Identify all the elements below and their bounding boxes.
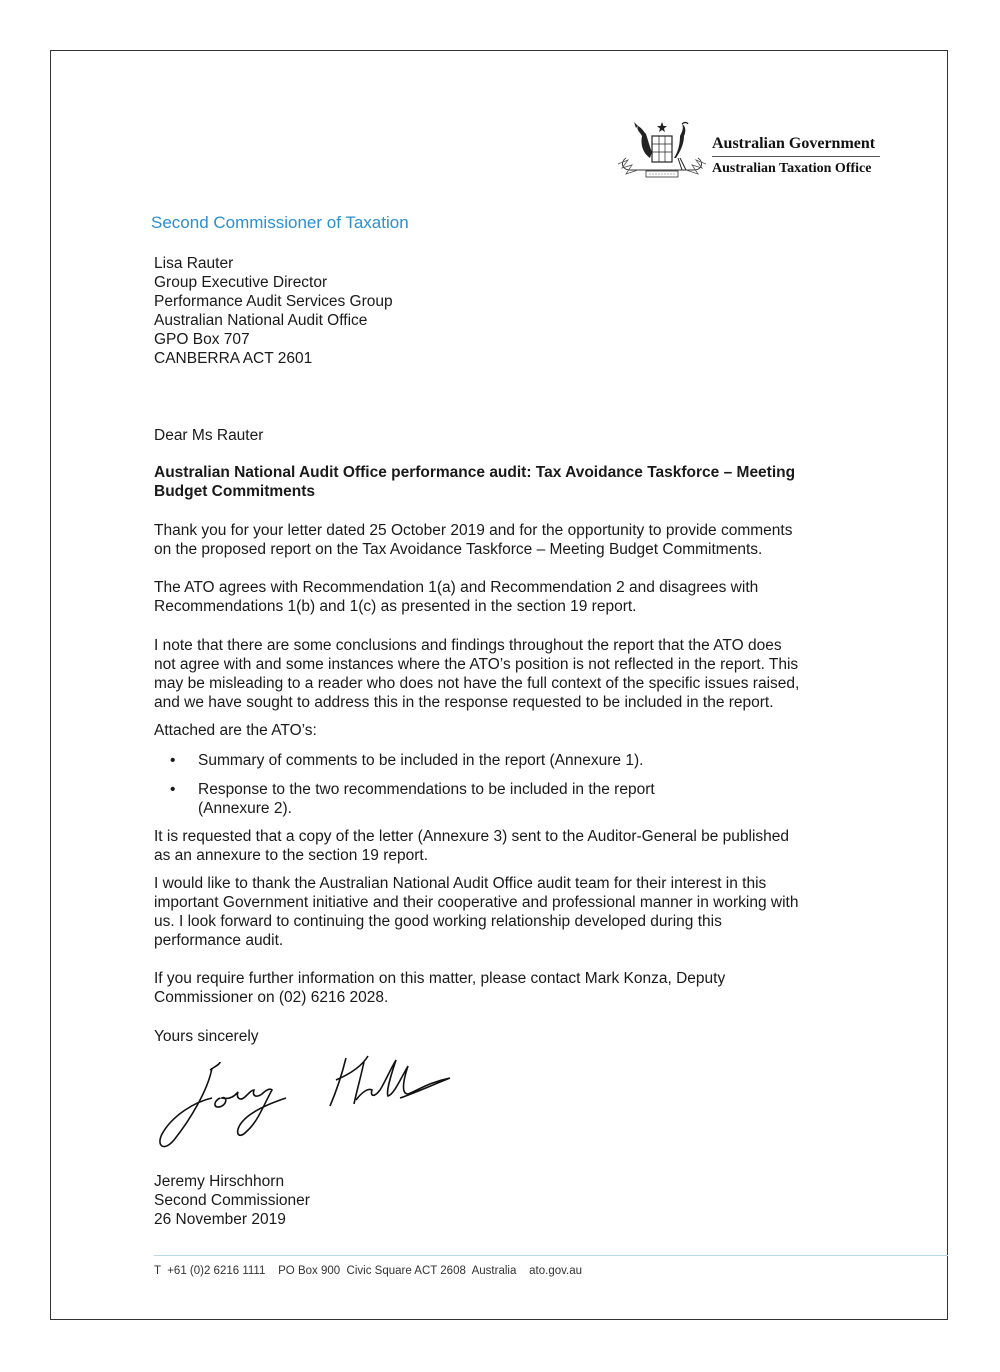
signatory-block	[154, 1172, 310, 1229]
text-line: I would like to thank the Australian National Audit Office audit team for their interest in this	[154, 875, 767, 892]
text-line: on the proposed report on the Tax Avoidance Taskforce – Meeting Budget Commitments.	[154, 541, 763, 558]
text-line: It is requested that a copy of the letter (Annexure 3) sent to the Auditor-General be published	[154, 828, 790, 845]
subject-line-1: Australian National Audit Office performance audit: Tax Avoidance Taskforce – Meeting	[154, 464, 796, 481]
bullet-icon: •	[170, 781, 176, 798]
subject-line	[154, 463, 795, 501]
paragraph-7	[154, 969, 725, 1007]
bullet-item-2	[198, 780, 655, 818]
text-line: Commissioner on (02) 6216 2028.	[154, 989, 389, 1006]
text-line: may be misleading to a reader who does not have the full context of the specific issues raised,	[154, 675, 800, 692]
address-line: GPO Box 707	[154, 331, 250, 348]
text-line: Summary of comments to be included in the report (Annexure 1).	[198, 752, 644, 769]
text-line: as an annexure to the section 19 report.	[154, 847, 429, 864]
paragraph-1	[154, 521, 792, 559]
wordmark-divider	[712, 156, 880, 157]
paragraph-3	[154, 636, 799, 712]
subject-line-2: Budget Commitments	[154, 483, 316, 500]
text-line: (Annexure 2).	[198, 800, 292, 817]
address-line: Lisa Rauter	[154, 255, 234, 272]
signatory-title: Second Commissioner	[154, 1192, 310, 1209]
footer-contact: T +61 (0)2 6216 1111 PO Box 900 Civic Square ACT 2608 Australia ato.gov.au	[154, 1265, 582, 1277]
text-line: performance audit.	[154, 932, 284, 949]
government-wordmark	[712, 134, 880, 178]
salutation: Dear Ms Rauter	[154, 427, 264, 444]
paragraph-5	[154, 827, 789, 865]
paragraph-2	[154, 578, 758, 616]
text-line: important Government initiative and their cooperative and professional manner in working with	[154, 894, 799, 911]
address-line: Group Executive Director	[154, 274, 328, 291]
bullet-icon: •	[170, 752, 176, 769]
government-title: Australian Government	[712, 135, 876, 152]
text-line: Recommendations 1(b) and 1(c) as presented in the section 19 report.	[154, 598, 637, 615]
address-line: CANBERRA ACT 2601	[154, 350, 313, 367]
coat-of-arms-icon	[616, 118, 708, 184]
text-line: us. I look forward to continuing the good working relationship developed during this	[154, 913, 722, 930]
text-line: I note that there are some conclusions and findings throughout the report that the ATO does	[154, 637, 782, 654]
recipient-address	[154, 254, 393, 368]
office-title: Second Commissioner of Taxation	[151, 213, 409, 232]
signatory-name: Jeremy Hirschhorn	[154, 1173, 285, 1190]
text-line: Response to the two recommendations to be included in the report	[198, 781, 655, 798]
text-line: not agree with and some instances where the ATO’s position is not reflected in the report. This	[154, 656, 799, 673]
closing: Yours sincerely	[154, 1028, 259, 1045]
text-line: If you require further information on this matter, please contact Mark Konza, Deputy	[154, 970, 726, 987]
paragraph-6	[154, 874, 798, 950]
signature-date: 26 November 2019	[154, 1211, 286, 1228]
bullet-item-1	[198, 751, 643, 770]
agency-title: Australian Taxation Office	[712, 161, 872, 176]
handwritten-signature	[150, 1040, 470, 1160]
footer-divider	[154, 1255, 948, 1256]
paragraph-4: Attached are the ATO’s:	[154, 722, 317, 739]
address-line: Australian National Audit Office	[154, 312, 368, 329]
text-line: The ATO agrees with Recommendation 1(a) and Recommendation 2 and disagrees with	[154, 579, 759, 596]
text-line: and we have sought to address this in the response requested to be included in the report.	[154, 694, 774, 711]
address-line: Performance Audit Services Group	[154, 293, 393, 310]
text-line: Thank you for your letter dated 25 October 2019 and for the opportunity to provide comments	[154, 522, 793, 539]
